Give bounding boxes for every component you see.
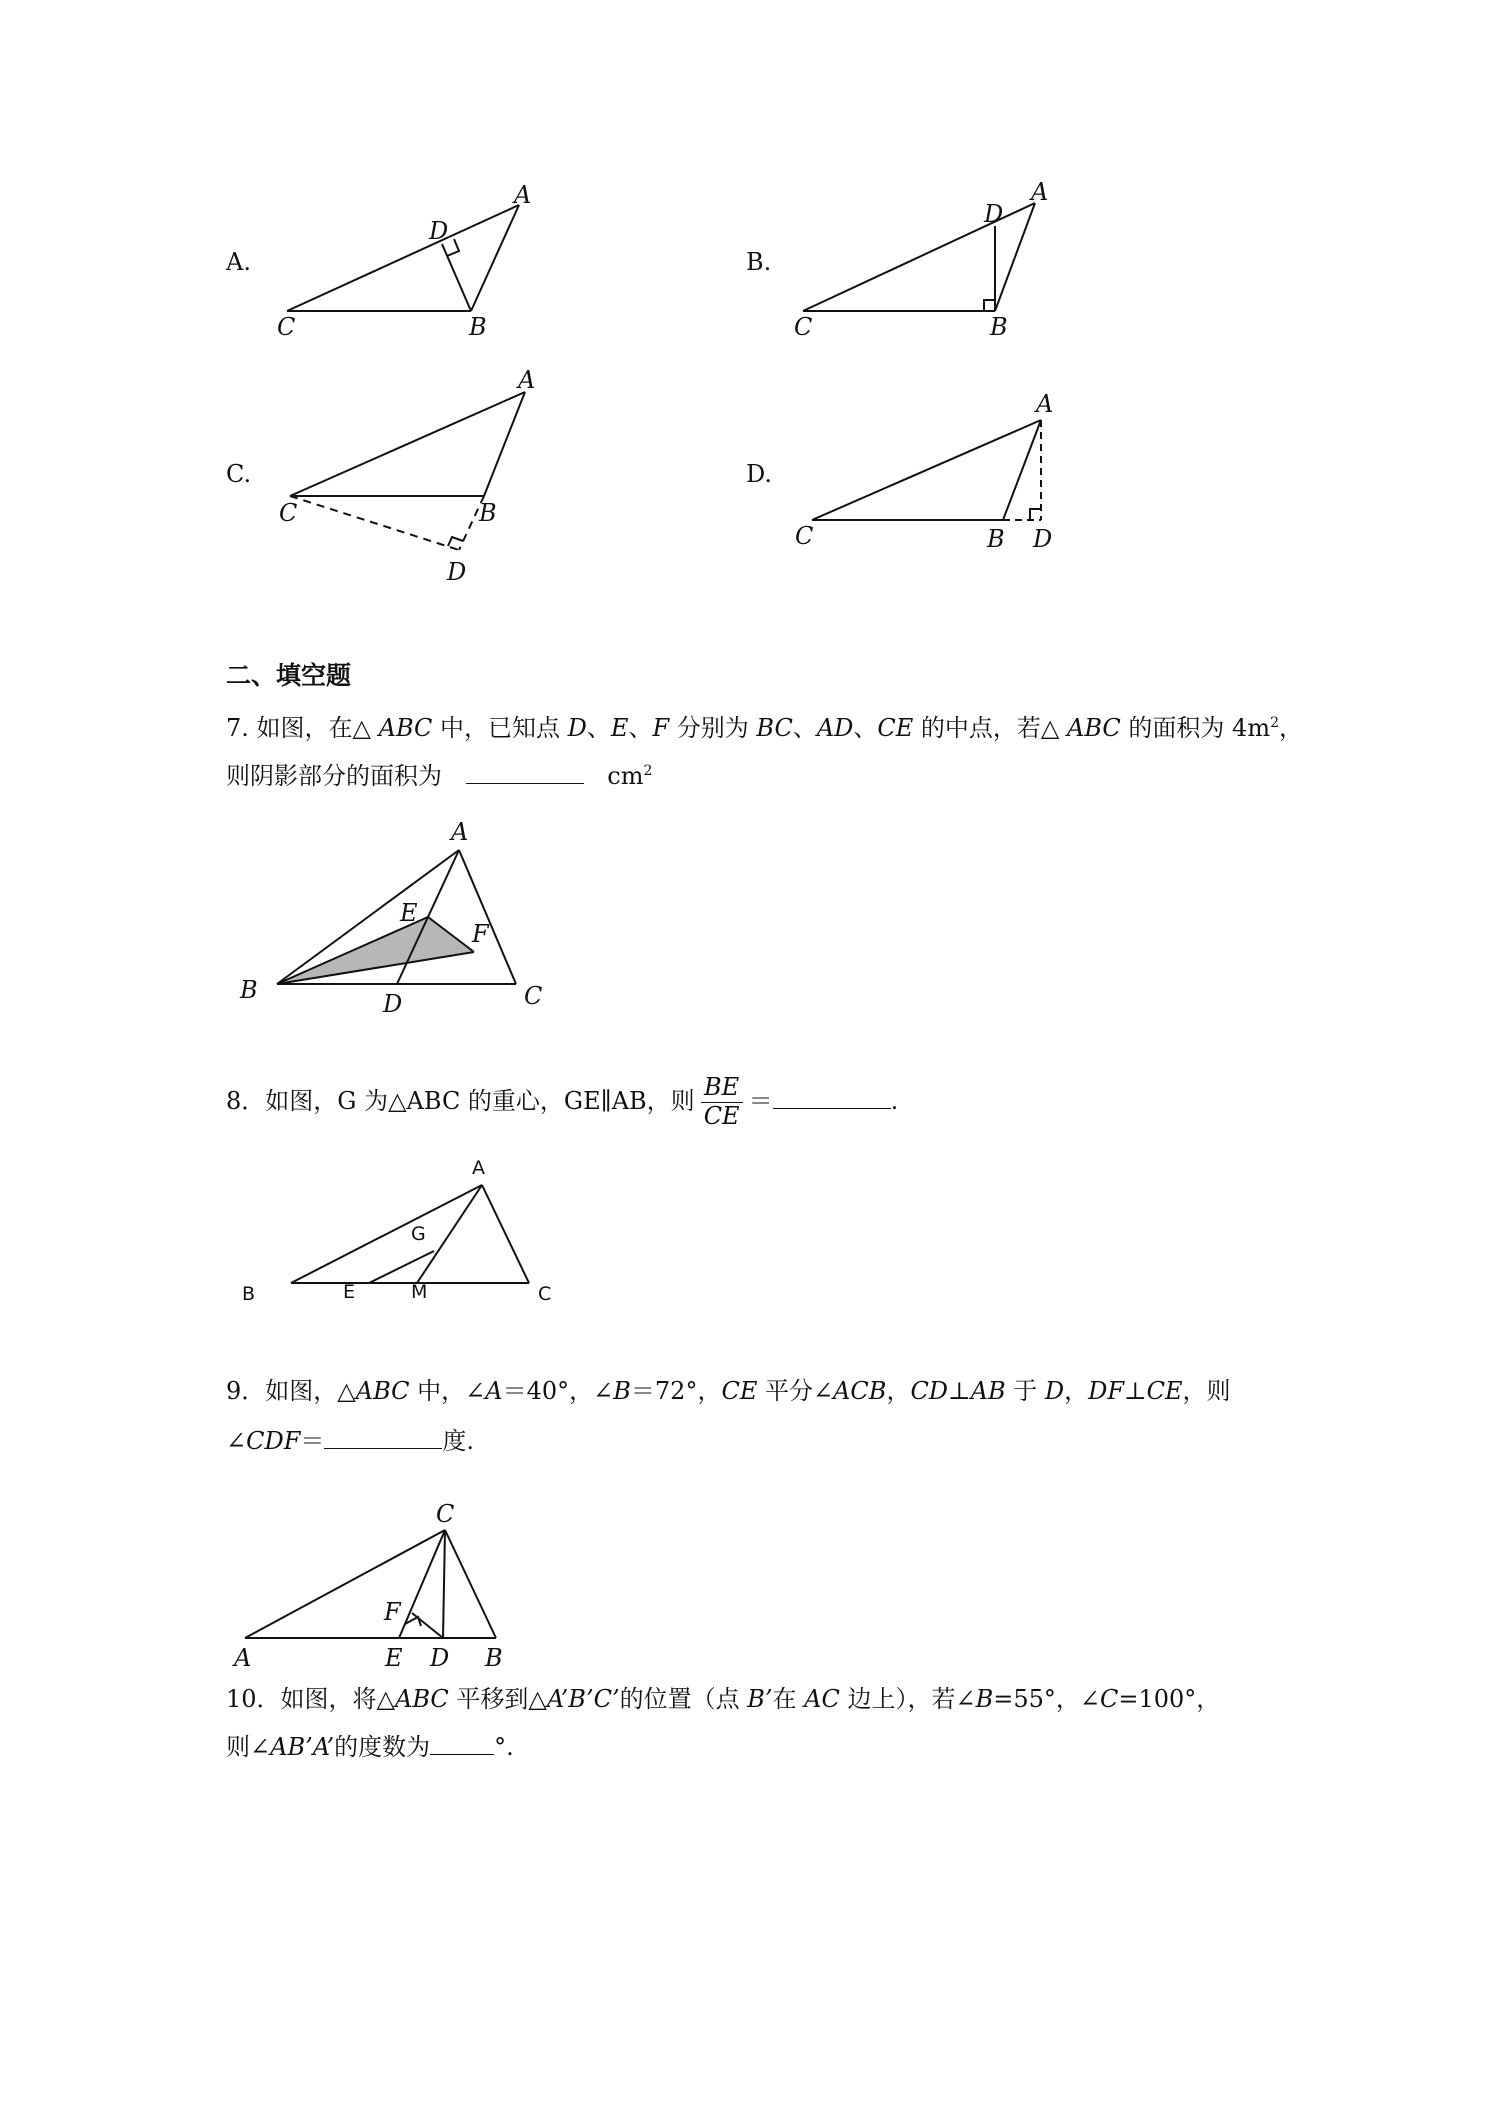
q8-label-c: C — [538, 1283, 552, 1305]
fig-c-label-c: C — [279, 499, 298, 527]
fig-c-label-a: A — [518, 366, 536, 394]
q8-fraction: $\frac{BE}{CE}$ — [701, 1074, 743, 1130]
q9-label-e: E — [385, 1644, 403, 1672]
q7-label-b: B — [240, 976, 258, 1004]
fig-c-label-d: D — [447, 558, 467, 586]
question-10-line-2: 则∠AB’A’的度数为 °. — [226, 1724, 514, 1770]
fig-d-label-b: B — [987, 525, 1005, 553]
q8-label-a: A — [472, 1157, 485, 1179]
q8-label-b: B — [242, 1283, 256, 1305]
fig-d-label-c: C — [795, 522, 814, 550]
fig-b-label-a: A — [1031, 178, 1049, 206]
question-7-line-1: 7. 如图，在△ ABC 中，已知点 D、E、F 分别为 BC、AD、CE 的中点，若△ ABC 的面积为 $4m^2$， — [226, 714, 1304, 742]
fig-c-label-b: B — [479, 499, 497, 527]
q8-label-m: M — [411, 1281, 428, 1303]
fig-d-label-a: A — [1036, 390, 1054, 418]
fig-b-label-b: B — [990, 313, 1008, 341]
fig-d-label-d: D — [1033, 525, 1053, 553]
q7-label-e: E — [400, 899, 418, 927]
option-b-label: B. — [746, 248, 772, 276]
fig-a-label-c: C — [277, 313, 296, 341]
fig-a-label-b: B — [469, 313, 487, 341]
q7-label-c: C — [524, 982, 543, 1010]
q7-label-f: F — [472, 920, 489, 948]
option-a-label: A. — [226, 248, 251, 276]
option-c-label: C. — [226, 460, 252, 488]
fig-a-label-a: A — [514, 181, 532, 209]
question-7-line-2: 则阴影部分的面积为 $cm^2$ — [226, 748, 652, 799]
option-d-label: D. — [746, 460, 773, 488]
fig-b-label-d: D — [984, 200, 1004, 228]
fig-a-label-d: D — [429, 217, 449, 245]
q7-label-d: D — [383, 990, 403, 1018]
question-10-line-1: 10．如图，将△ABC 平移到△A’B’C’的位置（点 B’在 AC 边上），若∠B=55°，∠C=100°， — [226, 1685, 1221, 1713]
q9-label-a: A — [234, 1644, 252, 1672]
q9-label-d: D — [430, 1644, 450, 1672]
q7-label-a: A — [451, 818, 469, 846]
q9-label-f: F — [384, 1598, 401, 1626]
q8-label-g: G — [411, 1223, 426, 1245]
q8-label-e: E — [343, 1281, 356, 1303]
fig-b-label-c: C — [794, 313, 813, 341]
q10-answer-blank[interactable] — [430, 1728, 494, 1755]
question-8: 8．如图，G 为△ABC 的重心，GE∥AB，则 $\frac{BE}{CE}$ ＝ . — [226, 1073, 899, 1130]
q9-label-c: C — [436, 1500, 455, 1528]
question-9-line-2: ∠CDF＝ 度. — [226, 1418, 474, 1464]
q9-label-b: B — [485, 1644, 503, 1672]
section-title: 二、填空题 — [226, 661, 352, 690]
question-9-line-1: 9．如图，△ABC 中，∠A＝40°，∠B＝72°，CE 平分∠ACB，CD⊥AB 于 D，DF⊥CE，则 — [226, 1377, 1231, 1405]
